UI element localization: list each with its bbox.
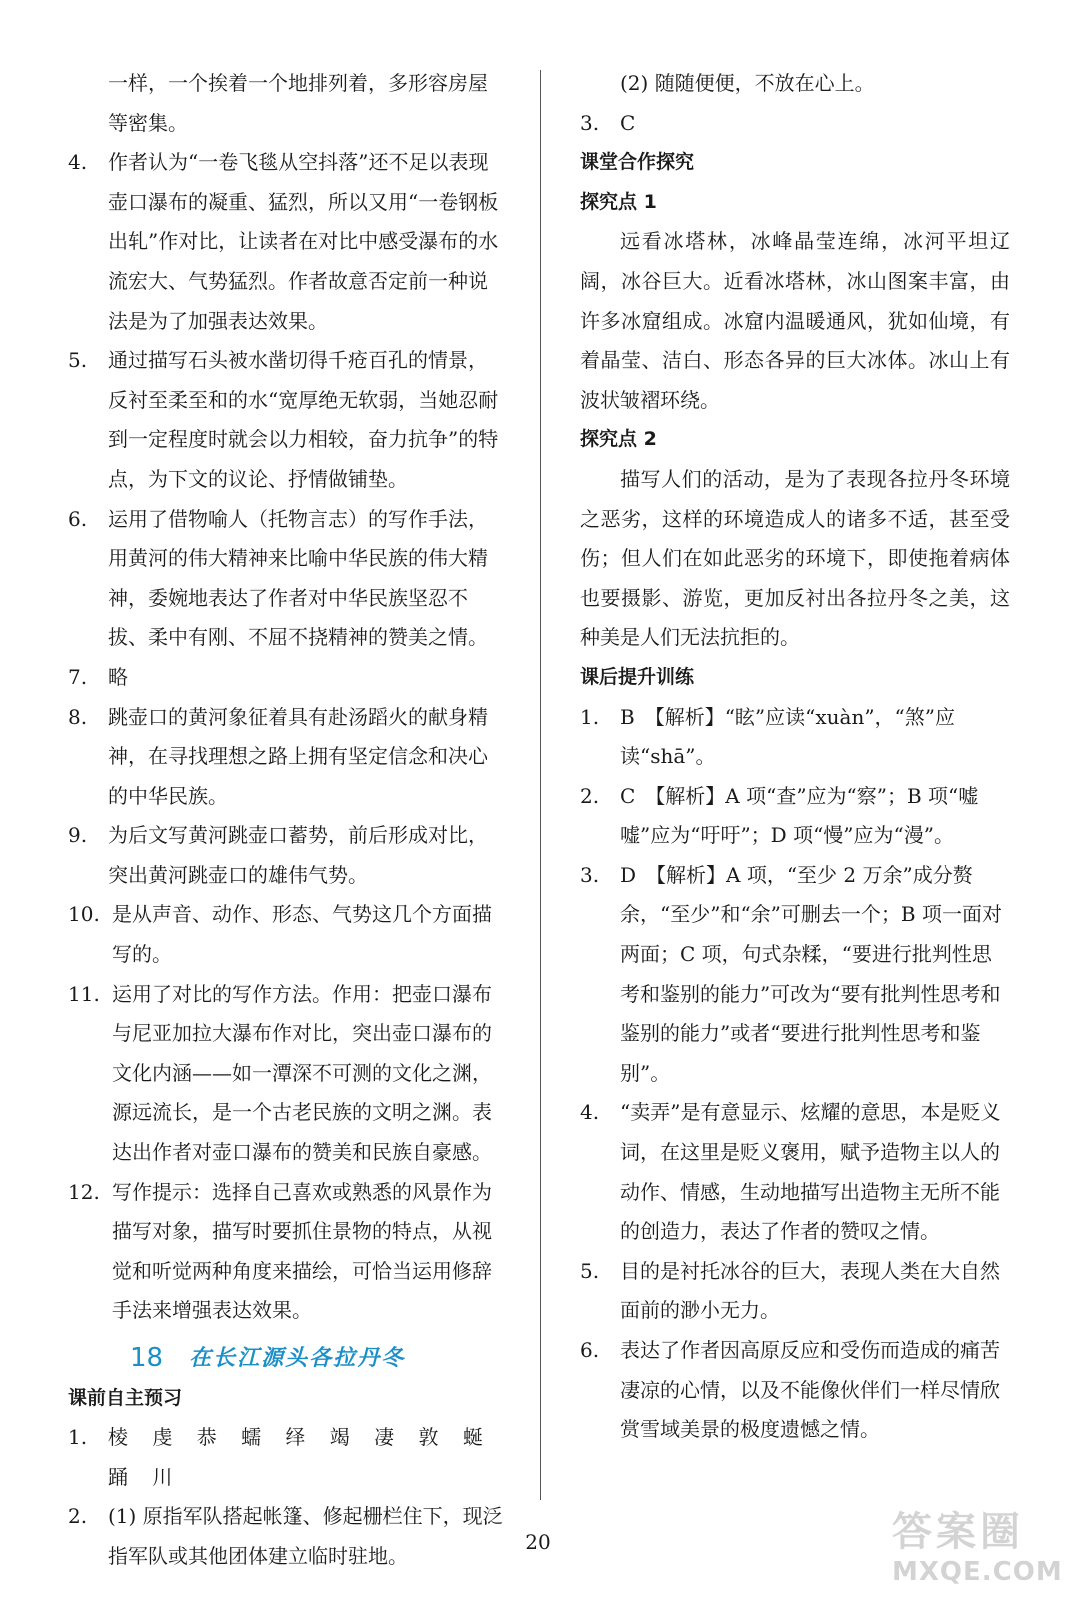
training-answer-1 [580,698,1010,777]
answer-3-continuation: 一样，一个挨着一个地排列着，多形容房屋等密集。 [108,71,488,135]
exploration-point-2-heading: 探究点 2 [580,428,657,451]
answer-number: 4. [580,1100,600,1125]
answer-9 [68,816,504,895]
answer-11 [68,975,504,1173]
training-answer-3 [580,856,1010,1094]
left-column [68,64,504,1577]
answer-number: 8. [68,704,88,729]
section-heading-preview: 课前自主预习 [68,1386,183,1409]
answer-text: 目的是衬托冰谷的巨大，表现人类在大自然面前的渺小无力。 [620,1258,1000,1323]
answer-4 [68,143,504,341]
training-answer-6 [580,1331,1010,1450]
answer-text: 运用了对比的写作方法。作用：把壶口瀑布与尼亚加拉大瀑布作对比，突出壶口瀑布的文化内涵——如一潭深不可测的文化之渊，源远流长，是一个古老民族的文明之渊。表达出作者对壶口瀑布的赞美和民族自豪感。 [112,981,492,1165]
answer-number: 5. [68,348,88,373]
watermark-text-bottom: MXQE.COM [892,1557,1063,1587]
answer-text: 跳壶口的黄河象征着具有赴汤蹈火的献身精神，在寻找理想之路上拥有坚定信念和决心的中华民族。 [108,704,488,808]
answer-number: 1. [68,1425,88,1450]
answer-number: 3. [580,110,600,135]
exploration-point-1-text: 远看冰塔林，冰峰晶莹连绵，冰河平坦辽阔，冰谷巨大。近看冰塔林，冰山图案丰富，由许多冰窟组成。冰窟内温暖通风，犹如仙境，有着晶莹、洁白、形态各异的巨大冰体。冰山上有波状皱褶环绕。 [580,229,1010,412]
watermark-logo [892,1500,1062,1590]
answer-number: 9. [68,823,88,848]
answer-text: 表达了作者因高原反应和受伤而造成的痛苦凄凉的心情，以及不能像伙伴们一样尽情欣赏雪域美景的极度遗憾之情。 [620,1338,1000,1442]
exploration-point-2-text: 描写人们的活动，是为了表现各拉丹冬环境之恶劣，这样的环境造成人的诸多不适，甚至受伤；但人们在如此恶劣的环境下，即使拖着病体也要摄影、游览，更加反衬出各拉丹冬之美，这种美是人们无法抗拒的。 [580,466,1010,650]
answer-number: 12. [68,1179,100,1204]
page-number: 20 [525,1530,551,1554]
chapter-heading [68,1339,504,1379]
answer-text: 作者认为“一卷飞毯从空抖落”还不足以表现壶口瀑布的凝重、猛烈，所以又用“一卷钢板出轧”作对比，让读者在对比中感受瀑布的水流宏大、气势猛烈。作者故意否定前一种说法是为了加强表达效果。 [108,150,499,333]
right-column [580,64,1010,1450]
answer-text: 运用了借物喻人（托物言志）的写作手法，用黄河的伟大精神来比喻中华民族的伟大精神，委婉地表达了作者对中华民族坚忍不拔、柔中有刚、不屈不挠精神的赞美之情。 [108,506,488,650]
answer-text: “卖弄”是有意显示、炫耀的意思，本是贬义词，在这里是贬义褒用，赋予造物主以人的动作、情感，生动地描写出造物主无所不能的创造力，表达了作者的赞叹之情。 [620,1100,1001,1244]
answer-number: 7. [68,664,88,689]
answer-number: 10. [68,902,100,927]
watermark-text-top: 答案圈 [892,1509,1024,1555]
answer-number: 4. [68,150,88,175]
answer-10 [68,895,504,974]
answer-number: 3. [580,862,600,887]
training-answer-5 [580,1252,1010,1331]
training-answer-4 [580,1093,1010,1251]
answer-text: C 【解析】A 项“查”应为“察”；B 项“嘘嘘”应为“吁吁”；D 项“慢”应为“漫”。 [620,783,979,848]
answer-number: 11. [68,981,100,1006]
answer-number: 5. [580,1258,600,1283]
answer-text: 棱 虔 恭 蠕 绎 竭 凄 敦 蜒 踊 川 [108,1425,492,1489]
answer-number: 2. [68,1504,88,1529]
preview-answer-2-part-2: (2) 随随便便，不放在心上。 [620,71,875,95]
answer-5 [68,341,504,499]
answer-6 [68,500,504,658]
exploration-point-1-heading: 探究点 1 [580,190,657,213]
section-heading-training: 课后提升训练 [580,665,695,688]
answer-number: 6. [68,506,88,531]
preview-answer-3 [580,104,1010,144]
preview-answer-1 [68,1418,504,1497]
answer-text: 是从声音、动作、形态、气势这几个方面描写的。 [112,902,492,967]
answer-text: C [620,110,636,135]
section-heading-cooperation: 课堂合作探究 [580,151,695,174]
column-divider [540,70,541,1500]
answer-text: 为后文写黄河跳壶口蓄势，前后形成对比，突出黄河跳壶口的雄伟气势。 [108,823,488,887]
chapter-title: 在长江源头各拉丹冬 [189,1346,406,1371]
answer-number: 6. [580,1338,600,1362]
answer-8 [68,698,504,817]
training-answer-2 [580,777,1010,856]
answer-text: D 【解析】A 项，“至少 2 万余”成分赘余，“至少”和“余”可删去一个；B 项一面对两面；C 项，句式杂糅，“要进行批判性思考和鉴别的能力”可改为“要有批判性思考和鉴别的能力”或者“要进行批判性思考和鉴别”。 [620,862,1002,1085]
answer-7 [68,658,504,698]
answer-number: 2. [580,783,600,808]
answer-number: 1. [580,704,600,729]
answer-text: B 【解析】“眩”应读“xuàn”，“煞”应读“shā”。 [620,704,956,769]
answer-text: 通过描写石头被水凿切得千疮百孔的情景，反衬至柔至和的水“宽厚绝无软弱，当她忍耐到一定程度时就会以力相较，奋力抗争”的特点，为下文的议论、抒情做铺垫。 [108,348,499,491]
answer-text: 略 [108,664,128,689]
chapter-number: 18 [130,1343,164,1373]
answer-text: (1) 原指军队搭起帐篷、修起栅栏住下，现泛指军队或其他团体建立临时驻地。 [108,1504,503,1568]
answer-text: 写作提示：选择自己喜欢或熟悉的风景作为描写对象，描写时要抓住景物的特点，从视觉和听觉两种角度来描绘，可恰当运用修辞手法来增强表达效果。 [112,1179,492,1323]
answer-12 [68,1173,504,1331]
